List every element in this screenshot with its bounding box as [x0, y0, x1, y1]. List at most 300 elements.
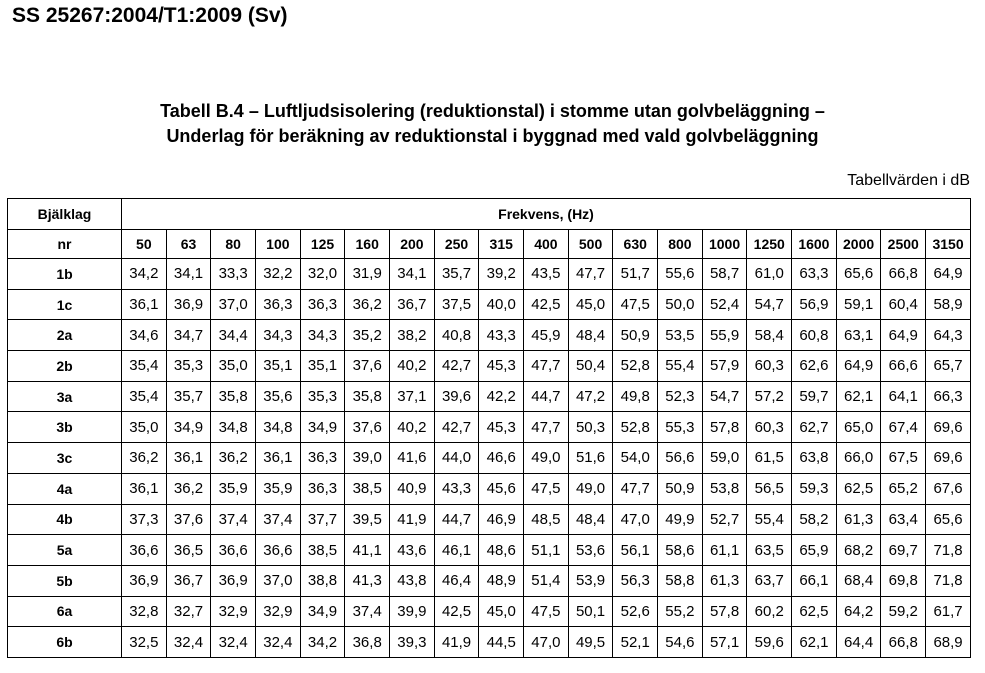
table-cell: 41,6	[390, 443, 435, 474]
table-cell: 54,7	[702, 381, 747, 412]
row-label: 6a	[8, 596, 122, 627]
table-cell: 61,3	[836, 504, 881, 535]
table-cell: 60,3	[747, 412, 792, 443]
table-cell: 34,9	[300, 412, 345, 443]
table-cell: 56,6	[658, 443, 703, 474]
table-cell: 64,1	[881, 381, 926, 412]
table-cell: 40,0	[479, 289, 524, 320]
table-cell: 43,3	[479, 320, 524, 351]
table-cell: 49,9	[658, 504, 703, 535]
table-cell: 59,2	[881, 596, 926, 627]
table-cell: 49,5	[568, 627, 613, 658]
row-label: 3b	[8, 412, 122, 443]
table-cell: 36,2	[166, 473, 211, 504]
table-cell: 52,8	[613, 351, 658, 382]
table-cell: 32,7	[166, 596, 211, 627]
table-cell: 38,8	[300, 565, 345, 596]
table-cell: 47,0	[613, 504, 658, 535]
frequency-header: 630	[613, 230, 658, 259]
table-cell: 54,6	[658, 627, 703, 658]
table-cell: 37,6	[166, 504, 211, 535]
table-cell: 46,6	[479, 443, 524, 474]
table-cell: 44,7	[434, 504, 479, 535]
table-cell: 39,2	[479, 259, 524, 290]
table-cell: 60,8	[792, 320, 837, 351]
frequency-header: 400	[524, 230, 569, 259]
table-cell: 57,8	[702, 412, 747, 443]
table-cell: 35,8	[345, 381, 390, 412]
table-cell: 51,4	[524, 565, 569, 596]
frequency-header: 50	[122, 230, 167, 259]
table-cell: 53,5	[658, 320, 703, 351]
table-cell: 58,6	[658, 535, 703, 566]
table-cell: 32,9	[256, 596, 301, 627]
table-cell: 36,7	[166, 565, 211, 596]
row-label: 5b	[8, 565, 122, 596]
table-cell: 46,1	[434, 535, 479, 566]
table-cell: 35,0	[122, 412, 167, 443]
row-label: 3a	[8, 381, 122, 412]
table-cell: 57,2	[747, 381, 792, 412]
table-cell: 32,4	[256, 627, 301, 658]
table-cell: 35,7	[434, 259, 479, 290]
table-cell: 69,7	[881, 535, 926, 566]
row-label: 2b	[8, 351, 122, 382]
table-cell: 34,8	[256, 412, 301, 443]
header-row-frequencies	[8, 230, 971, 259]
table-cell: 51,6	[568, 443, 613, 474]
table-cell: 60,2	[747, 596, 792, 627]
table-cell: 53,6	[568, 535, 613, 566]
table-cell: 45,0	[479, 596, 524, 627]
table-cell: 50,9	[658, 473, 703, 504]
table-cell: 69,6	[926, 412, 971, 443]
table-cell: 52,8	[613, 412, 658, 443]
table-cell: 36,3	[300, 289, 345, 320]
table-cell: 65,7	[926, 351, 971, 382]
table-cell: 59,1	[836, 289, 881, 320]
table-cell: 47,0	[524, 627, 569, 658]
table-cell: 64,3	[926, 320, 971, 351]
table-cell: 34,9	[300, 596, 345, 627]
table-cell: 69,8	[881, 565, 926, 596]
table-cell: 55,9	[702, 320, 747, 351]
table-cell: 35,7	[166, 381, 211, 412]
table-cell: 35,3	[300, 381, 345, 412]
table-cell: 65,9	[792, 535, 837, 566]
table-cell: 43,3	[434, 473, 479, 504]
table-row	[8, 320, 971, 351]
table-cell: 43,6	[390, 535, 435, 566]
table-cell: 41,9	[434, 627, 479, 658]
table-cell: 69,6	[926, 443, 971, 474]
table-cell: 44,5	[479, 627, 524, 658]
table-cell: 68,4	[836, 565, 881, 596]
table-cell: 40,8	[434, 320, 479, 351]
frequency-header: 1250	[747, 230, 792, 259]
table-cell: 63,5	[747, 535, 792, 566]
table-cell: 47,5	[524, 473, 569, 504]
frequency-header: 1000	[702, 230, 747, 259]
table-cell: 36,1	[166, 443, 211, 474]
table-cell: 61,0	[747, 259, 792, 290]
table-row	[8, 259, 971, 290]
table-cell: 66,6	[881, 351, 926, 382]
table-cell: 53,9	[568, 565, 613, 596]
frequency-header: 3150	[926, 230, 971, 259]
table-cell: 39,5	[345, 504, 390, 535]
column-header-bjalklag: Bjälklag	[8, 199, 122, 230]
table-cell: 48,4	[568, 320, 613, 351]
table-cell: 43,5	[524, 259, 569, 290]
table-cell: 37,1	[390, 381, 435, 412]
table-row	[8, 289, 971, 320]
table-cell: 68,2	[836, 535, 881, 566]
table-cell: 42,7	[434, 351, 479, 382]
table-cell: 64,4	[836, 627, 881, 658]
table-cell: 41,3	[345, 565, 390, 596]
frequency-header: 315	[479, 230, 524, 259]
table-cell: 36,1	[122, 289, 167, 320]
table-cell: 35,3	[166, 351, 211, 382]
table-cell: 56,5	[747, 473, 792, 504]
table-cell: 35,2	[345, 320, 390, 351]
column-header-nr: nr	[8, 230, 122, 259]
table-cell: 51,7	[613, 259, 658, 290]
row-label: 3c	[8, 443, 122, 474]
table-cell: 40,9	[390, 473, 435, 504]
table-cell: 65,2	[881, 473, 926, 504]
table-cell: 36,8	[345, 627, 390, 658]
table-cell: 63,3	[792, 259, 837, 290]
table-cell: 32,2	[256, 259, 301, 290]
table-cell: 54,0	[613, 443, 658, 474]
table-cell: 36,7	[390, 289, 435, 320]
table-cell: 42,5	[434, 596, 479, 627]
table-cell: 35,1	[256, 351, 301, 382]
table-cell: 58,9	[926, 289, 971, 320]
table-cell: 37,3	[122, 504, 167, 535]
table-cell: 65,0	[836, 412, 881, 443]
row-label: 2a	[8, 320, 122, 351]
row-label: 4a	[8, 473, 122, 504]
table-row	[8, 473, 971, 504]
table-cell: 71,8	[926, 565, 971, 596]
table-cell: 36,9	[122, 565, 167, 596]
table-cell: 51,1	[524, 535, 569, 566]
row-label: 1c	[8, 289, 122, 320]
table-cell: 33,3	[211, 259, 256, 290]
table-cell: 38,5	[300, 535, 345, 566]
table-cell: 35,9	[211, 473, 256, 504]
frequency-header: 125	[300, 230, 345, 259]
table-cell: 59,3	[792, 473, 837, 504]
table-cell: 47,7	[524, 412, 569, 443]
table-cell: 68,9	[926, 627, 971, 658]
frequency-caption: Frekvens, (Hz)	[122, 199, 971, 230]
table-cell: 34,6	[122, 320, 167, 351]
table-cell: 63,7	[747, 565, 792, 596]
table-cell: 62,5	[792, 596, 837, 627]
table-cell: 36,6	[211, 535, 256, 566]
table-cell: 36,6	[122, 535, 167, 566]
table-cell: 32,4	[166, 627, 211, 658]
table-cell: 36,6	[256, 535, 301, 566]
table-cell: 45,3	[479, 351, 524, 382]
table-cell: 62,6	[792, 351, 837, 382]
table-cell: 46,4	[434, 565, 479, 596]
table-row	[8, 565, 971, 596]
table-cell: 62,1	[836, 381, 881, 412]
table-cell: 32,8	[122, 596, 167, 627]
table-cell: 44,0	[434, 443, 479, 474]
frequency-header: 1600	[792, 230, 837, 259]
frequency-header: 2000	[836, 230, 881, 259]
table-cell: 31,9	[345, 259, 390, 290]
table-cell: 44,7	[524, 381, 569, 412]
table-cell: 57,8	[702, 596, 747, 627]
table-cell: 61,3	[702, 565, 747, 596]
table-cell: 47,2	[568, 381, 613, 412]
table-cell: 59,6	[747, 627, 792, 658]
table-cell: 34,3	[256, 320, 301, 351]
table-cell: 66,8	[881, 627, 926, 658]
table-body	[8, 259, 971, 658]
table-cell: 42,5	[524, 289, 569, 320]
table-cell: 39,9	[390, 596, 435, 627]
table-cell: 55,2	[658, 596, 703, 627]
table-row	[8, 627, 971, 658]
table-cell: 71,8	[926, 535, 971, 566]
table-cell: 52,4	[702, 289, 747, 320]
row-label: 6b	[8, 627, 122, 658]
table-cell: 40,2	[390, 351, 435, 382]
frequency-header: 200	[390, 230, 435, 259]
table-cell: 67,4	[881, 412, 926, 443]
table-cell: 49,0	[568, 473, 613, 504]
table-cell: 34,7	[166, 320, 211, 351]
frequency-header: 100	[256, 230, 301, 259]
table-cell: 34,3	[300, 320, 345, 351]
table-cell: 36,1	[122, 473, 167, 504]
table-cell: 50,9	[613, 320, 658, 351]
table-cell: 67,6	[926, 473, 971, 504]
table-cell: 65,6	[836, 259, 881, 290]
table-cell: 39,6	[434, 381, 479, 412]
table-cell: 35,4	[122, 351, 167, 382]
header-row-caption	[8, 199, 971, 230]
frequency-header: 500	[568, 230, 613, 259]
table-cell: 35,4	[122, 381, 167, 412]
table-cell: 36,5	[166, 535, 211, 566]
table-title-line-2: Underlag för beräkning av reduktionstal i byggnad med vald golvbeläggning	[166, 126, 819, 146]
table-cell: 58,2	[792, 504, 837, 535]
table-cell: 58,8	[658, 565, 703, 596]
table-cell: 34,4	[211, 320, 256, 351]
table-cell: 35,0	[211, 351, 256, 382]
table-row	[8, 504, 971, 535]
table-cell: 36,9	[166, 289, 211, 320]
table-cell: 32,4	[211, 627, 256, 658]
table-cell: 54,7	[747, 289, 792, 320]
table-cell: 50,3	[568, 412, 613, 443]
table-cell: 42,2	[479, 381, 524, 412]
table-cell: 63,8	[792, 443, 837, 474]
row-label: 4b	[8, 504, 122, 535]
table-cell: 38,2	[390, 320, 435, 351]
frequency-header: 800	[658, 230, 703, 259]
table-cell: 58,4	[747, 320, 792, 351]
frequency-header: 63	[166, 230, 211, 259]
table-cell: 60,3	[747, 351, 792, 382]
table-cell: 42,7	[434, 412, 479, 443]
table-cell: 57,1	[702, 627, 747, 658]
table-cell: 55,4	[747, 504, 792, 535]
table-cell: 39,3	[390, 627, 435, 658]
table-cell: 34,2	[122, 259, 167, 290]
table-cell: 60,4	[881, 289, 926, 320]
table-cell: 62,7	[792, 412, 837, 443]
frequency-header: 160	[345, 230, 390, 259]
table-cell: 66,1	[792, 565, 837, 596]
table-cell: 36,3	[256, 289, 301, 320]
table-cell: 47,5	[613, 289, 658, 320]
table-cell: 64,9	[836, 351, 881, 382]
table-cell: 37,6	[345, 351, 390, 382]
table-cell: 34,8	[211, 412, 256, 443]
table-cell: 43,8	[390, 565, 435, 596]
table-cell: 47,7	[568, 259, 613, 290]
table-cell: 47,7	[613, 473, 658, 504]
table-row	[8, 381, 971, 412]
table-cell: 58,7	[702, 259, 747, 290]
table-cell: 49,8	[613, 381, 658, 412]
table-cell: 45,0	[568, 289, 613, 320]
table-cell: 52,6	[613, 596, 658, 627]
table-cell: 61,1	[702, 535, 747, 566]
table-cell: 48,6	[479, 535, 524, 566]
table-cell: 37,4	[256, 504, 301, 535]
table-cell: 46,9	[479, 504, 524, 535]
table-title-line-1: Tabell B.4 – Luftljudsisolering (reduktionstal) i stomme utan golvbeläggning –	[160, 101, 825, 121]
table-cell: 36,1	[256, 443, 301, 474]
table-cell: 48,4	[568, 504, 613, 535]
table-cell: 45,6	[479, 473, 524, 504]
table-cell: 53,8	[702, 473, 747, 504]
table-cell: 37,7	[300, 504, 345, 535]
row-label: 5a	[8, 535, 122, 566]
table-cell: 35,8	[211, 381, 256, 412]
row-label: 1b	[8, 259, 122, 290]
table-cell: 50,4	[568, 351, 613, 382]
table-cell: 32,5	[122, 627, 167, 658]
table-cell: 50,0	[658, 289, 703, 320]
table-title	[0, 99, 985, 149]
table-cell: 50,1	[568, 596, 613, 627]
table-cell: 57,9	[702, 351, 747, 382]
table-cell: 36,2	[345, 289, 390, 320]
table-cell: 38,5	[345, 473, 390, 504]
table-cell: 64,2	[836, 596, 881, 627]
table-cell: 36,2	[122, 443, 167, 474]
table-cell: 36,2	[211, 443, 256, 474]
table-cell: 66,8	[881, 259, 926, 290]
table-cell: 35,6	[256, 381, 301, 412]
table-cell: 35,9	[256, 473, 301, 504]
unit-note: Tabellvärden i dB	[847, 172, 970, 189]
reduction-index-table	[7, 198, 971, 658]
table-cell: 39,0	[345, 443, 390, 474]
table-cell: 66,0	[836, 443, 881, 474]
table-cell: 34,2	[300, 627, 345, 658]
table-cell: 61,7	[926, 596, 971, 627]
table-cell: 35,1	[300, 351, 345, 382]
table-cell: 41,9	[390, 504, 435, 535]
table-cell: 36,3	[300, 473, 345, 504]
table-row	[8, 443, 971, 474]
frequency-header: 250	[434, 230, 479, 259]
table-cell: 34,1	[390, 259, 435, 290]
table-cell: 56,9	[792, 289, 837, 320]
table-cell: 59,7	[792, 381, 837, 412]
table-row	[8, 535, 971, 566]
table-cell: 67,5	[881, 443, 926, 474]
table-cell: 59,0	[702, 443, 747, 474]
table-cell: 55,6	[658, 259, 703, 290]
table-cell: 37,6	[345, 412, 390, 443]
table-cell: 41,1	[345, 535, 390, 566]
table-cell: 52,3	[658, 381, 703, 412]
table-cell: 62,1	[792, 627, 837, 658]
table-cell: 49,0	[524, 443, 569, 474]
table-cell: 55,4	[658, 351, 703, 382]
table-cell: 47,7	[524, 351, 569, 382]
table-cell: 55,3	[658, 412, 703, 443]
table-cell: 48,9	[479, 565, 524, 596]
table-cell: 37,4	[345, 596, 390, 627]
table-cell: 61,5	[747, 443, 792, 474]
table-cell: 63,4	[881, 504, 926, 535]
table-cell: 37,0	[211, 289, 256, 320]
table-cell: 45,3	[479, 412, 524, 443]
table-cell: 56,3	[613, 565, 658, 596]
table-cell: 36,9	[211, 565, 256, 596]
table-cell: 32,0	[300, 259, 345, 290]
table-cell: 48,5	[524, 504, 569, 535]
table-cell: 62,5	[836, 473, 881, 504]
table-cell: 37,0	[256, 565, 301, 596]
document-id-header: SS 25267:2004/T1:2009 (Sv)	[12, 4, 288, 27]
table-cell: 40,2	[390, 412, 435, 443]
table-cell: 56,1	[613, 535, 658, 566]
table-cell: 34,1	[166, 259, 211, 290]
table-cell: 45,9	[524, 320, 569, 351]
table-cell: 64,9	[881, 320, 926, 351]
table-cell: 47,5	[524, 596, 569, 627]
table-cell: 32,9	[211, 596, 256, 627]
table-cell: 34,9	[166, 412, 211, 443]
table-cell: 52,7	[702, 504, 747, 535]
table-cell: 66,3	[926, 381, 971, 412]
table-row	[8, 596, 971, 627]
table-cell: 63,1	[836, 320, 881, 351]
table-cell: 65,6	[926, 504, 971, 535]
table-row	[8, 351, 971, 382]
table-cell: 36,3	[300, 443, 345, 474]
frequency-header: 2500	[881, 230, 926, 259]
table-cell: 52,1	[613, 627, 658, 658]
table-cell: 64,9	[926, 259, 971, 290]
